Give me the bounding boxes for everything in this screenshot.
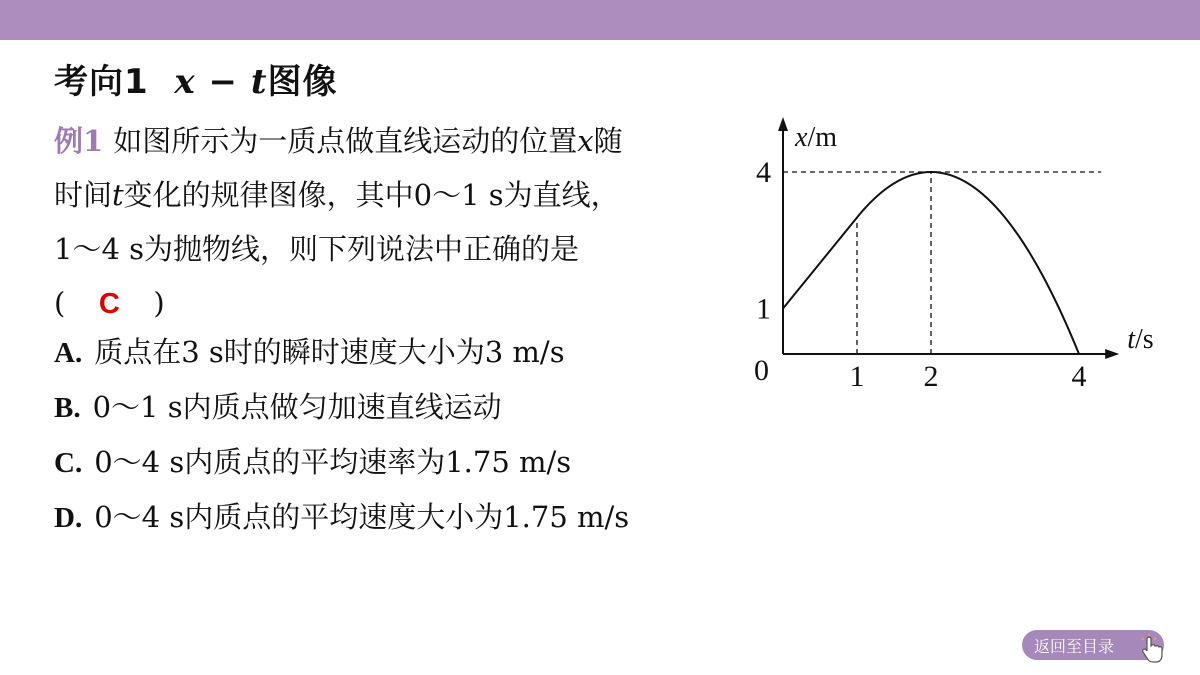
- options-list: [54, 326, 629, 546]
- question-text-1a: 如图所示为一质点做直线运动的位置: [113, 124, 578, 158]
- chart-labels: [754, 122, 1154, 393]
- question-text-2a: 时间: [54, 178, 113, 212]
- x-axis-arrow: [1105, 349, 1119, 359]
- answer-mark: C: [98, 288, 120, 320]
- pointer-hand-icon: [1138, 634, 1168, 666]
- option-text: 0～4 s内质点的平均速度大小为1.75 m/s: [94, 500, 630, 534]
- y-tick-label-0: 1: [756, 292, 771, 326]
- option-letter: B.: [54, 392, 81, 424]
- y-axis-arrow: [778, 117, 788, 131]
- y-axis-label-var: x: [795, 122, 808, 153]
- top-banner: [0, 0, 1200, 40]
- heading-prefix: 考向1: [54, 62, 149, 102]
- option-letter: C.: [54, 447, 83, 479]
- section-heading: [54, 54, 338, 103]
- question-line-2: [54, 168, 744, 222]
- question-line-1: [54, 114, 744, 168]
- question-var-x: x: [577, 124, 594, 158]
- question-text-1b: 随: [593, 124, 623, 158]
- option-d[interactable]: [54, 491, 629, 546]
- paren-open: (: [54, 286, 66, 320]
- chart-axes: [778, 117, 1119, 359]
- option-c[interactable]: [54, 436, 629, 491]
- y-tick-label-1: 4: [756, 156, 771, 189]
- option-text: 0～1 s内质点做匀加速直线运动: [92, 390, 502, 424]
- question-var-t: t: [112, 178, 124, 212]
- paren-close: ): [153, 286, 165, 320]
- option-letter: A.: [54, 337, 83, 369]
- option-text: 质点在3 s时的瞬时速度大小为3 m/s: [94, 335, 565, 369]
- question-line-3: 1～4 s为抛物线，则下列说法中正确的是: [54, 232, 580, 266]
- option-letter: D.: [54, 502, 83, 534]
- y-axis-label: [794, 122, 837, 153]
- heading-var-t: t: [250, 62, 268, 102]
- heading-var-x: x: [174, 62, 196, 102]
- option-b[interactable]: [54, 381, 629, 436]
- origin-label: 0: [754, 354, 769, 387]
- question-stem: [54, 114, 744, 331]
- heading-suffix: 图像: [267, 62, 338, 102]
- question-text-2b: 变化的规律图像，其中0～1 s为直线，: [123, 178, 620, 212]
- back-button-label: 返回至目录: [1034, 636, 1115, 656]
- x-tick-label-1: 2: [923, 360, 939, 393]
- option-a[interactable]: [54, 326, 629, 381]
- x-axis-label-var: t: [1127, 324, 1135, 355]
- option-text: 0～4 s内质点的平均速率为1.75 m/s: [94, 445, 572, 479]
- reference-lines: [783, 172, 1101, 354]
- heading-dash: −: [195, 62, 251, 102]
- answer-blank: [54, 276, 744, 331]
- y-axis-label-unit: /m: [807, 122, 837, 153]
- x-axis-label: [1127, 324, 1153, 355]
- position-time-chart: [740, 110, 1160, 400]
- x-axis-label-unit: /s: [1134, 324, 1154, 355]
- example-label: 例1: [54, 124, 104, 158]
- x-tick-label-2: 4: [1071, 360, 1087, 393]
- x-tick-label-0: 1: [849, 360, 865, 393]
